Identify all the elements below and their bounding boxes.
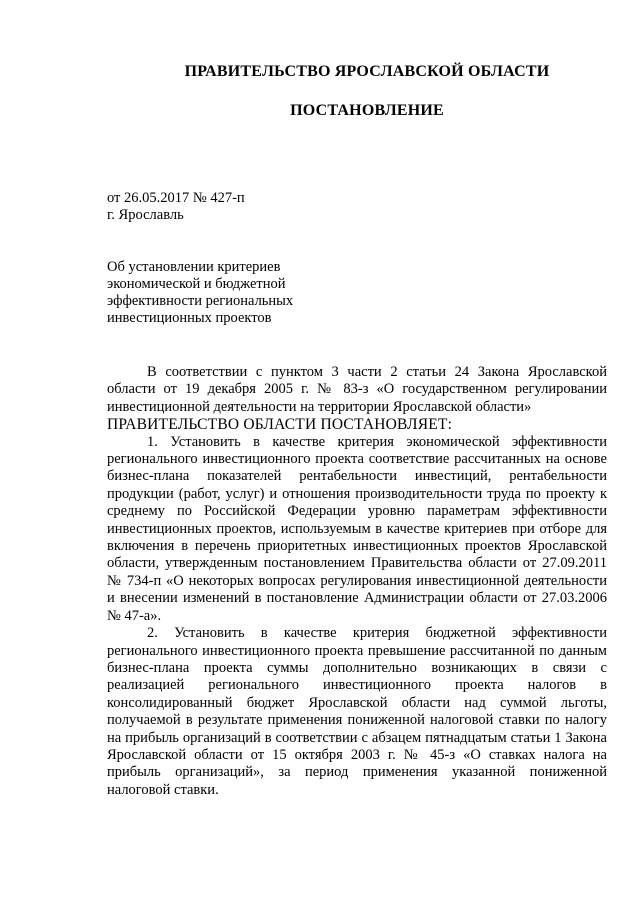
subject-line: эффективности региональных <box>107 293 294 309</box>
document-body <box>107 364 607 799</box>
subject-line: инвестиционных проектов <box>107 310 272 326</box>
preamble-paragraph: В соответствии с пунктом 3 части 2 статьи 24 Закона Ярославской области от 19 декабря 2005 г. № 83-з «О государственном регулировании инвестиционной деятельности на территории Ярославской области» <box>107 364 607 415</box>
document-type-title: ПОСТАНОВЛЕНИЕ <box>290 102 444 119</box>
decree-phrase: ПРАВИТЕЛЬСТВО ОБЛАСТИ ПОСТАНОВЛЯЕТ: <box>107 416 453 434</box>
subject-line: экономической и бюджетной <box>107 276 286 292</box>
document-date-number: от 26.05.2017 № 427-п <box>107 190 245 206</box>
item-1-paragraph: 1. Установить в качестве критерия экономической эффективности регионального инвестиционного проекта соответствие рассчитанных на основе бизнес-плана показателей рентабельности инвестиций, рентабельности продукции (работ, услуг) и отношения производительности труда по проекту к среднему по Российской Федерации уровню параметрам эффективности инвестиционных проектов, используемым в качестве критериев при отборе для включения в перечень приоритетных инвестиционных проектов Ярославской области, утвержденным постановлением Правительства области от 27.09.2011 № 734-п «О некоторых вопросах регулирования инвестиционной деятельности и внесении изменений в постановление Администрации области от 27.03.2006 № 47-а». <box>107 433 607 624</box>
document-subject <box>107 259 347 327</box>
government-title: ПРАВИТЕЛЬСТВО ЯРОСЛАВСКОЙ ОБЛАСТИ <box>184 63 550 80</box>
subject-line: Об установлении критериев <box>107 259 281 275</box>
item-2-paragraph: 2. Установить в качестве критерия бюджетной эффективности регионального инвестиционного проекта превышение рассчитанной по данным бизнес-плана проекта суммы дополнительно возникающих в связи с реализацией регионального инвестиционного проекта налогов в консолидированный бюджет Ярославской области над суммой льготы, получаемой в результате применения пониженной налоговой ставки по налогу на прибыль организаций в соответствии с абзацем пятнадцатым статьи 1 Закона Ярославской области от 15 октября 2003 г. № 45-з «О ставках налога на прибыль организаций», за период применения указанной пониженной налоговой ставки. <box>107 625 607 798</box>
document-city: г. Ярославль <box>107 207 184 223</box>
